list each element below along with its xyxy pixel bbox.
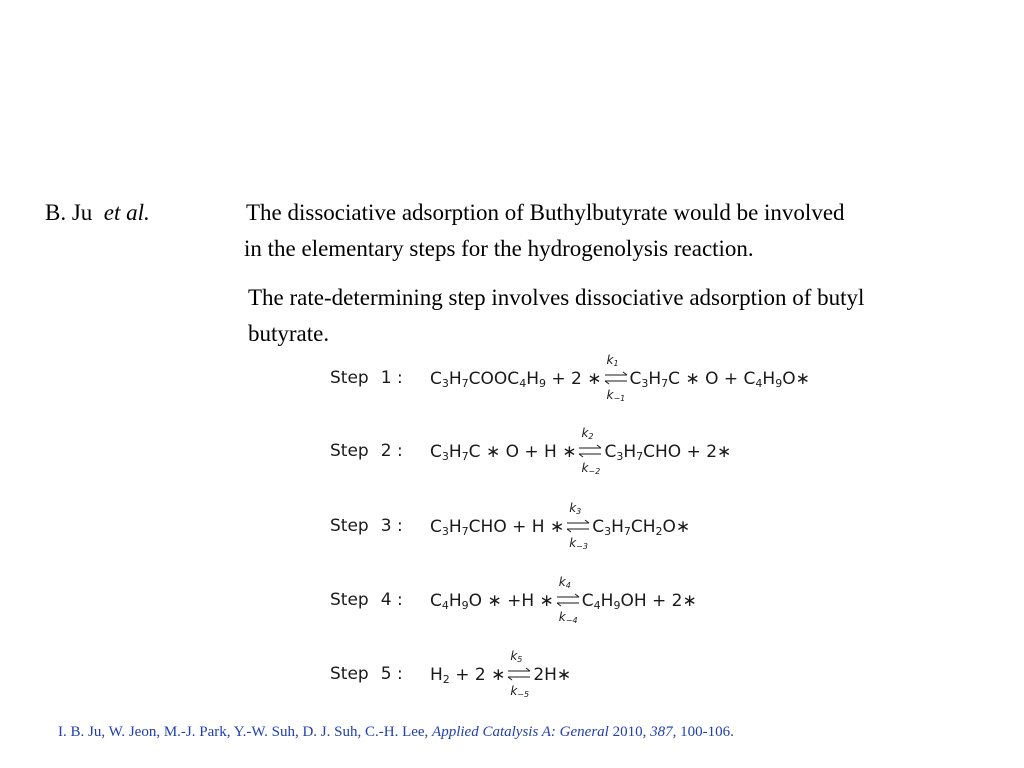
- paragraph-adsorption: [246, 195, 845, 267]
- equilibrium-arrow-icon: $k_1$ $k_{-1}$: [606, 353, 626, 403]
- step-equation: $H_2 + 2$ ∗ $k_5$ $k_{-5}$ 2H∗: [430, 649, 572, 699]
- equilibrium-arrow-icon: $k_5$ $k_{-5}$: [510, 649, 530, 699]
- reference-year: 2010,: [608, 724, 651, 740]
- step-equation: $C_3H_7COOC_4H_9 + 2$ ∗ $k_1$ $k_{-1}$ $C_3H_7C$ ∗ $O + C_4H_9O∗$: [430, 353, 810, 403]
- reference-pages: , 100-106.: [672, 724, 734, 740]
- reference-volume: 387: [650, 724, 673, 740]
- paragraph-adsorption-line2: in the elementary steps for the hydrogenolysis reaction.: [244, 236, 754, 261]
- reference-citation: [58, 724, 734, 741]
- author-citation: [45, 198, 150, 228]
- paragraph-adsorption-line1: The dissociative adsorption of Buthylbutyrate would be involved: [246, 200, 845, 225]
- step-equation: $C_4H_9O$ ∗ +H ∗ $k_4$ $k_{-4}$ $C_4H_9OH$ + 2∗: [430, 575, 697, 625]
- reference-journal: Applied Catalysis A: General: [432, 724, 609, 740]
- author-etal: et al.: [103, 200, 150, 225]
- step-equation: $C_3H_7CHO + H$ ∗ $k_3$ $k_{-3}$ $C_3H_7CH_2O∗$: [430, 501, 691, 551]
- paragraph-rate-line1: The rate-determining step involves dissociative adsorption of butyl: [248, 285, 865, 310]
- paragraph-rate-determining: [248, 280, 864, 352]
- paragraph-rate-line2: butyrate.: [248, 321, 330, 346]
- equilibrium-arrow-icon: $k_3$ $k_{-3}$: [569, 501, 588, 551]
- step-label: Step 4 :: [330, 590, 403, 610]
- author-name: B. Ju: [45, 200, 93, 225]
- equilibrium-arrow-icon: $k_2$ $k_{-2}$: [581, 426, 601, 476]
- equilibrium-arrow-icon: $k_4$ $k_{-4}$: [558, 575, 578, 625]
- step-label: Step 1 :: [330, 368, 403, 388]
- step-equation: $C_3H_7C$ ∗ O + H ∗ $k_2$ $k_{-2}$ $C_3H_7CHO$ + 2∗: [430, 426, 732, 476]
- step-label: Step 3 :: [330, 516, 403, 536]
- step-label: Step 2 :: [330, 441, 403, 461]
- step-label: Step 5 :: [330, 664, 403, 684]
- reference-authors: I. B. Ju, W. Jeon, M.-J. Park, Y.-W. Suh, D. J. Suh, C.-H. Lee,: [58, 724, 433, 740]
